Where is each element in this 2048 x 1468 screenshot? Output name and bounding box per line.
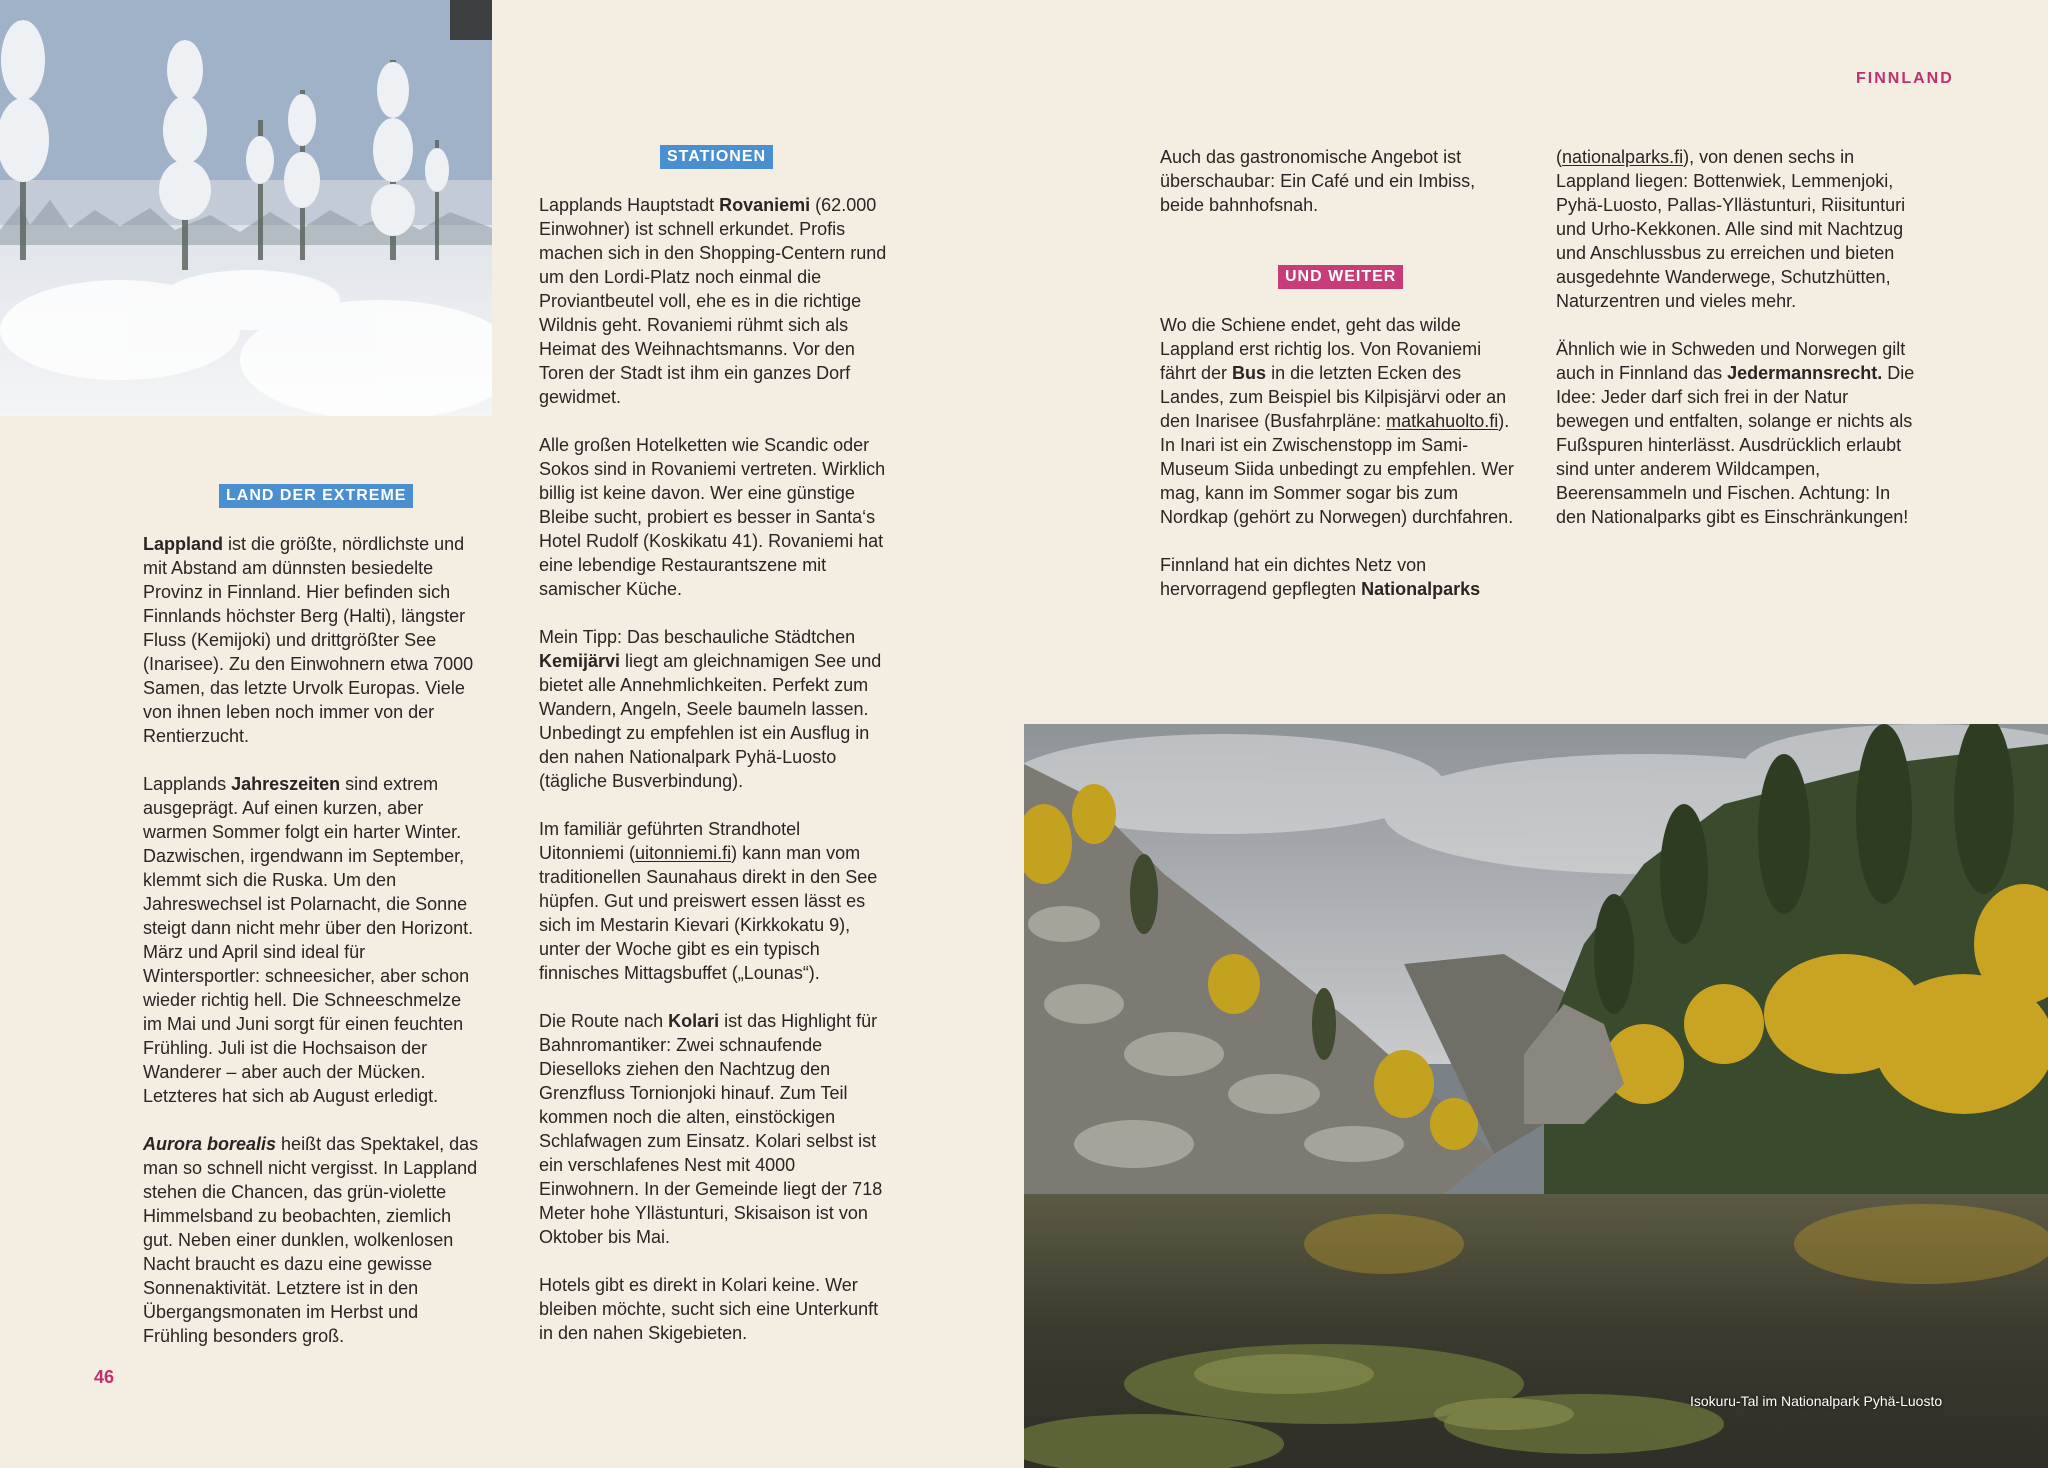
link-uitonniemi[interactable]: uitonniemi.fi [635,843,732,863]
paragraph-text: ). In Inari ist ein Zwischenstopp im Sami-Museum Siida unbedingt zu empfehlen. Wer mag, kann im Sommer sogar bis zum Nordkap (gehört zu Norwegen) durchfahren. [1160,411,1514,527]
paragraph [539,817,889,985]
paragraph-text: sind extrem ausgeprägt. Auf einen kurzen, aber warmen Sommer folgt ein harter Winter. Dazwischen, irgendwann im September, klemmt sich die Ruska. Um den Jahreswechsel ist Polarnacht, die Sonne steigt dann nicht mehr über den Horizont. März und April sind ideal für Wintersportler: schneesicher, aber schon wieder richtig hell. Die Schneeschmelze im Mai und Juni sorgt für einen feuchten Frühling. Juli ist die Hochsaison der Wanderer – aber auch der Mücken. Letzteres hat sich ab August erledigt. [143,774,474,1106]
text-column-1 [143,532,483,1348]
paragraph-text: in die letzten Ecken des Landes, zum Beispiel bis Kilpisjärvi oder an den Inarisee (Busfahrpläne: [1160,363,1507,431]
link-matkahuolto[interactable]: matkahuolto.fi [1386,411,1499,431]
text-column-3b [1160,313,1515,601]
bold-term: Rovaniemi [719,195,811,215]
section-tag-land-der-extreme: LAND DER EXTREME [219,484,413,508]
bold-term: Kolari [668,1011,720,1031]
paragraph-text: Lapplands [143,774,232,794]
section-header: FINNLAND [1856,70,1954,87]
link-nationalparks[interactable]: nationalparks.fi [1562,147,1684,167]
paragraph-text: Lapplands Hauptstadt [539,195,720,215]
section-tag-und-weiter: UND WEITER [1278,265,1403,289]
paragraph: Hotels gibt es direkt in Kolari keine. Wer bleiben möchte, sucht sich eine Unterkunft in den nahen Skigebieten. [539,1275,879,1343]
paragraph-text: liegt am gleichnamigen See und bietet alle Annehmlichkeiten. Perfekt zum Wandern, Angeln, Seele baumeln lassen. Unbedingt zu empfehlen ist ein Ausflug in den nahen Nationalpark Pyhä-Luosto (tägliche Busverbindung). [539,651,882,791]
paragraph [143,1132,483,1348]
page-number: 46 [94,1367,115,1387]
text-column-4 [1556,145,1916,529]
paragraph-text: Finnland hat ein dichtes Netz von hervorragend gepflegten [1160,555,1427,599]
bold-term: Jahreszeiten [231,774,341,794]
text-column-2 [539,193,889,1345]
paragraph [539,625,889,793]
paragraph: Alle großen Hotelketten wie Scandic oder Sokos sind in Rovaniemi vertreten. Wirklich billig ist keine davon. Wer eine günstige Bleibe sucht, probiert es besser in Santa‘s Hotel Rudolf (Koskikatu 41). Rovaniemi hat eine lebendige Restaurantszene mit samischer Küche. [539,435,886,599]
paragraph [1556,145,1916,313]
paragraph-text: Die Route nach [539,1011,669,1031]
paragraph-text: Wo die Schiene endet, geht das wilde Lappland erst richtig los. Von Rovaniemi fährt der [1160,315,1482,383]
paragraph-text: ist die größte, nördlichste und mit Abstand am dünnsten besiedelte Provinz in Finnland. Hier befinden sich Finnlands höchster Berg (Halti), längster Fluss (Kemijoki) und drittgrößter See (Inarisee). Zu den Einwohnern etwa 7000 Samen, das letzte Urvolk Europas. Viele von ihnen leben noch immer von der Rentierzucht. [143,534,474,746]
paragraph-text: Die Idee: Jeder darf sich frei in der Natur bewegen und entfalten, solange er nichts als Fußspuren hinterlässt. Ausdrücklich erlaubt sind unter anderem Wildcampen, Beerensammeln und Fischen. Achtung: In den Nationalparks gibt es Einschränkungen! [1556,363,1915,527]
lake-valley-photo [1024,724,2048,1468]
paragraph-text: Mein Tipp: Das beschauliche Städtchen [539,627,856,647]
snowy-forest-photo [0,0,492,416]
paragraph-text: ) kann man vom traditionellen Saunahaus direkt in den See hüpfen. Gut und preiswert essen lässt es sich im Mestarin Kievari (Kirkkokatu 9), unter der Woche gibt es ein typisch finnisches Mittagsbuffet („Lounas“). [539,843,878,983]
paragraph [1160,553,1515,601]
bold-term: Bus [1232,363,1267,383]
paragraph [539,1009,889,1249]
paragraph [143,772,483,1108]
paragraph [539,193,889,409]
bold-term: Jedermannsrecht. [1727,363,1883,383]
paragraph-text: ), von denen sechs in Lappland liegen: Bottenwiek, Lemmenjoki, Pyhä-Luosto, Pallas-Yllästunturi, Riisitunturi und Urho-Kekkonen. Alle sind mit Nachtzug und Anschlussbus zu erreichen und bieten ausgedehnte Wanderwege, Schutzhütten, Naturzentren und vieles mehr. [1556,147,1906,311]
bold-term: Lappland [143,534,223,554]
paragraph-text: Ähnlich wie in Schweden und Norwegen gilt auch in Finnland das [1556,339,1906,383]
paragraph [143,532,483,748]
paragraph [1160,313,1515,529]
paragraph-text: ist das Highlight für Bahnromantiker: Zwei schnaufende Dieselloks ziehen den Nachtzug den Grenzfluss Tornionjoki hinauf. Zum Teil kommen noch die alten, einstöckigen Schlafwagen zum Einsatz. Kolari selbst ist ein verschlafenes Nest mit 4000 Einwohnern. In der Gemeinde liegt der 718 Meter hohe Yllästunturi, Skisaison ist von Oktober bis Mai. [539,1011,883,1247]
bold-term: Nationalparks [1361,579,1481,599]
text-column-3 [1160,145,1515,217]
bold-term: Kemijärvi [539,651,621,671]
paragraph-text: heißt das Spektakel, das man so schnell nicht vergisst. In Lappland stehen die Chancen, das grün-violette Himmelsband zu beobachten, ziemlich gut. Neben einer dunklen, wolkenlosen Nacht braucht es dazu eine gewisse Sonnenaktivität. Letztere ist in den Übergangsmonaten im Herbst und Frühling besonders groß. [143,1134,479,1346]
paragraph-text: ( [1556,147,1562,167]
paragraph [1556,337,1916,529]
paragraph: Auch das gastronomische Angebot ist überschaubar: Ein Café und ein Imbiss, beide bahnhofsnah. [1160,147,1476,215]
bold-italic-term: Aurora borealis [143,1134,277,1154]
photo-caption: Isokuru-Tal im Nationalpark Pyhä-Luosto [1690,1393,1943,1409]
paragraph-text: Im familiär geführten Strandhotel Uitonniemi ( [539,819,801,863]
paragraph-text: (62.000 Einwohner) ist schnell erkundet. Profis machen sich in den Shopping-Centern rund um den Lordi-Platz noch einmal die Proviantbeutel voll, ehe es in die richtige Wildnis geht. Rovaniemi rühmt sich als Heimat des Weihnachtsmanns. Vor den Toren der Stadt ist ihm ein ganzes Dorf gewidmet. [539,195,887,407]
section-tag-stationen: STATIONEN [660,145,773,169]
